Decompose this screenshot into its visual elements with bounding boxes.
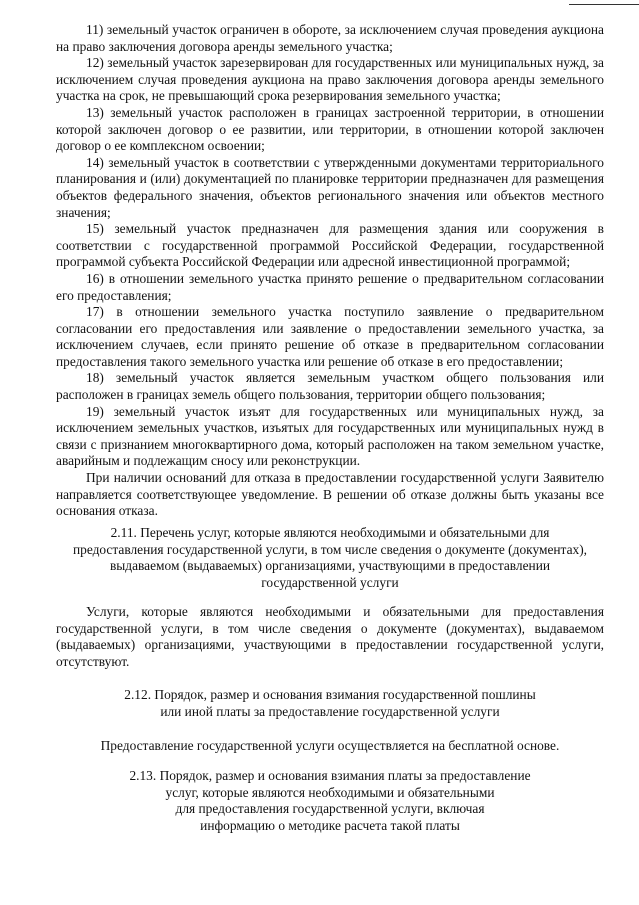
list-item: 14) земельный участок в соответствии с утвержденными документами территориального планирования и (или) документацией по планировке территории предназначен для размещения объектов федерального значения, объектов регионального значения или объектов местного значения; <box>56 154 604 220</box>
section-2-12-body <box>56 738 604 755</box>
section-2-11-body <box>56 604 604 670</box>
list-item: 13) земельный участок расположен в границах застроенной территории, в отношении которой заключен договор о ее развитии, или территории, в отношении которой заключен договор о ее комплексном освоении; <box>56 104 604 154</box>
heading-line: 2.13. Порядок, размер и основания взимания платы за предоставление <box>129 768 531 783</box>
list-item: 16) в отношении земельного участка принято решение о предварительном согласовании его предоставления; <box>56 270 604 303</box>
heading-line: для предоставления государственной услуги, включая <box>175 801 485 817</box>
refusal-note: При наличии оснований для отказа в предоставлении государственной услуги Заявителю направляется соответствующее уведомление. В решении об отказе должны быть указаны все основания отказа. <box>56 470 604 519</box>
list-item: 17) в отношении земельного участка поступило заявление о предварительном согласовании его предоставления или заявление о предоставлении земельного участка, за исключением случаев, если принято решение об отказе в предварительном согласовании предоставления такого земельного участка или решение об отказе в его предоставлении; <box>56 304 604 369</box>
heading-line: 2.12. Порядок, размер и основания взимания государственной пошлины <box>124 687 536 702</box>
page-corner-mark <box>569 0 639 5</box>
section-body: Услуги, которые являются необходимыми и обязательными для предоставления государственной услуги, в том числе сведения о документе (документах), выдаваемом (выдаваемых) организациями, участвующими в предоставлении государственной услуги, отсутствуют. <box>56 604 604 669</box>
section-2-13-heading <box>56 768 604 834</box>
list-item: 18) земельный участок является земельным участком общего пользования или расположен в границах земель общего пользования, территории общего пользования; <box>56 370 604 403</box>
section-2-12-heading <box>56 687 604 720</box>
heading-line: 2.11. Перечень услуг, которые являются необходимыми и обязательными для <box>110 525 550 540</box>
list-item: 12) земельный участок зарезервирован для государственных или муниципальных нужд, за исключением случая проведения аукциона на право заключения договора аренды земельного участка на срок, не превышающий срока резервирования земельного участка; <box>56 55 604 104</box>
heading-line: предоставления государственной услуги, в том числе сведения о документе (документах), <box>72 541 588 557</box>
heading-line: информацию о методике расчета такой платы <box>200 817 460 833</box>
list-item: 15) земельный участок предназначен для размещения здания или сооружения в соответствии с государственной программой Российской Федерации, государственной программой субъекта Российской Федерации или адресной инвестиционной программой; <box>56 221 604 270</box>
section-2-11-heading <box>56 525 604 591</box>
list-item: 19) земельный участок изъят для государственных или муниципальных нужд, за исключением земельных участков, изъятых для государственных или муниципальных нужд в связи с признанием многоквартирного дома, который расположен на таком земельном участке, аварийным и подлежащим сносу или реконструкции. <box>56 403 604 469</box>
heading-line: услуг, которые являются необходимыми и обязательными <box>165 784 495 800</box>
section-body: Предоставление государственной услуги осуществляется на бесплатной основе. <box>100 738 560 753</box>
heading-line: выдаваемом (выдаваемых) организациями, участвующими в предоставлении <box>109 558 551 574</box>
refusal-grounds-list <box>56 22 604 520</box>
list-item: 11) земельный участок ограничен в обороте, за исключением случая проведения аукциона на право заключения договора аренды земельного участка; <box>56 22 604 54</box>
heading-line: или иной платы за предоставление государственной услуги <box>160 703 500 719</box>
heading-line: государственной услуги <box>261 574 399 590</box>
